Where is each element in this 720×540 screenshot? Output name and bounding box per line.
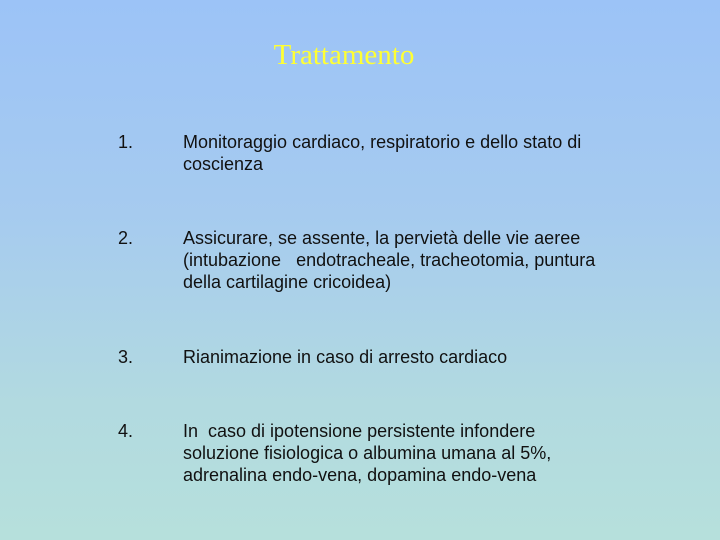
item-text-line: Assicurare, se assente, la pervietà delle vie aeree [183,228,581,248]
item-text-line: della cartilagine cricoidea) [183,272,392,292]
item-number: 3. [118,347,134,367]
item-number: 2. [118,228,134,248]
item-text [183,346,663,368]
slide-title: Trattamento [273,39,415,71]
item-number: 1. [118,132,134,152]
item-number: 4. [118,421,134,441]
item-text [183,131,663,175]
item-text [183,227,663,293]
item-text-line: adrenalina endo-vena, dopamina endo-vena [183,465,537,485]
item-text-line: In caso di ipotensione persistente infondere [183,421,536,441]
item-text-line: soluzione fisiologica o albumina umana al 5%, [183,443,552,463]
item-text-line: (intubazione endotracheale, tracheotomia, puntura [183,250,596,270]
item-text-line: coscienza [183,154,264,174]
item-text [183,420,663,486]
item-text-line: Rianimazione in caso di arresto cardiaco [183,347,508,367]
item-text-line: Monitoraggio cardiaco, respiratorio e dello stato di [183,132,582,152]
